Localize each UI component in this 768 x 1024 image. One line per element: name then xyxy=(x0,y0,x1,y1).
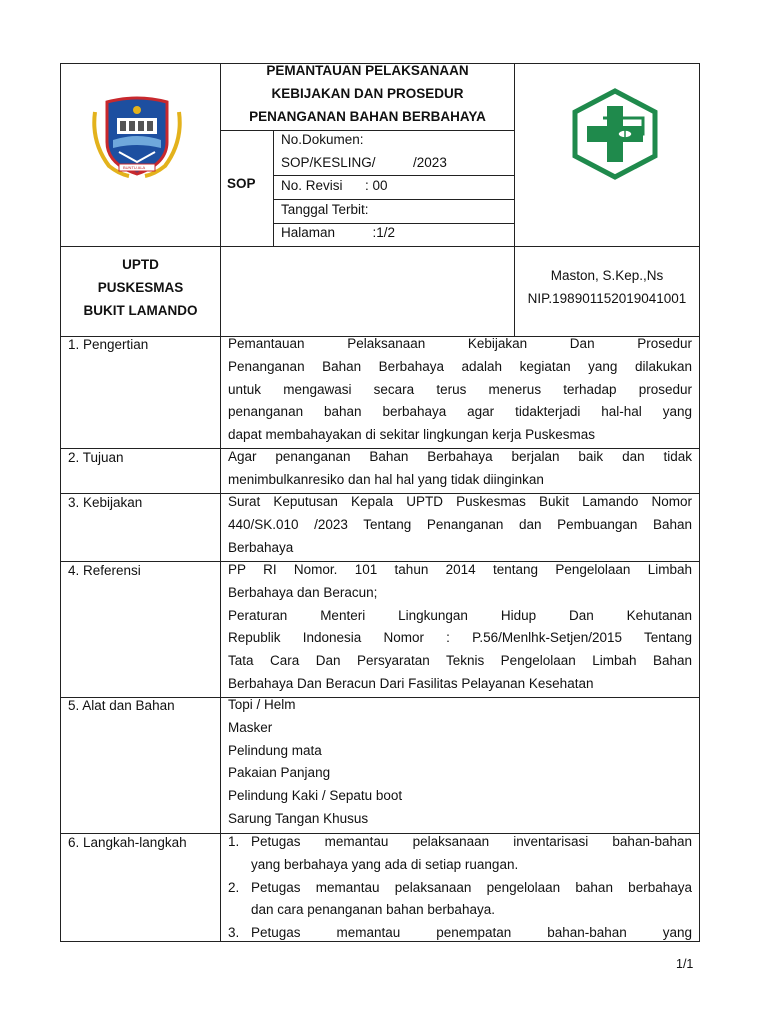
referensi-text xyxy=(228,559,692,696)
langkah-list xyxy=(228,831,692,945)
regency-emblem xyxy=(89,92,185,178)
text-line: Republik Indonesia Nomor : P.56/Menlhk-Setjen/2015 Tentang xyxy=(228,630,692,646)
step-line: Petugas memantau penempatan bahan-bahan yang xyxy=(251,925,692,941)
pengertian-text xyxy=(228,333,692,447)
text-line: Berbahaya dan Beracun; xyxy=(228,584,378,600)
sop-label: SOP xyxy=(227,176,256,191)
text-line: Berbahaya Dan Beracun Dari Fasilitas Pelayanan Kesehatan xyxy=(228,675,594,691)
doc-number-value: SOP/KESLING/ /2023 xyxy=(281,155,447,170)
list-item: Topi / Helm xyxy=(228,697,296,712)
document-title xyxy=(221,59,514,128)
list-item: Sarung Tangan Khusus xyxy=(228,810,369,826)
section-label-kebijakan: 3. Kebijakan xyxy=(68,495,143,510)
signer-nip: NIP.198901152019041001 xyxy=(527,291,687,306)
text-line: Tata Cara Dan Persyaratan Teknis Pengelolaan Limbah Bahan xyxy=(228,653,692,669)
section-label-langkah: 6. Langkah-langkah xyxy=(68,835,187,850)
alat-list xyxy=(228,694,692,831)
step-number: 3. xyxy=(228,925,240,941)
step-item xyxy=(228,877,692,923)
issue-date: Tanggal Terbit: xyxy=(281,202,369,217)
signer-block xyxy=(515,264,699,310)
title-line-2: KEBIJAKAN DAN PROSEDUR xyxy=(271,86,464,101)
text-line: dapat membahayakan di sekitar lingkungan kerja Puskesmas xyxy=(228,427,595,443)
section-label-pengertian: 1. Pengertian xyxy=(68,337,149,352)
text-line: Berbahaya xyxy=(228,539,294,555)
section-label-alat: 5. Alat dan Bahan xyxy=(68,698,175,713)
step-item xyxy=(228,831,692,877)
list-item: Masker xyxy=(228,719,273,735)
step-line: Petugas memantau pelaksanaan inventarisasi bahan-bahan xyxy=(251,834,692,849)
step-number: 2. xyxy=(228,879,240,895)
text-line: Surat Keputusan Kepala UPTD Puskesmas Bukit Lamando Nomor xyxy=(228,494,692,509)
org-line-1: UPTD xyxy=(122,257,159,272)
puskesmas-logo xyxy=(569,88,661,180)
doc-number-label: No.Dokumen: xyxy=(281,132,364,147)
health-cross-icon xyxy=(569,88,661,180)
step-item xyxy=(228,922,692,945)
text-line: Penanganan Bahan Berbahaya adalah kegiatan yang dilakukan xyxy=(228,358,692,374)
organization-name xyxy=(61,253,220,322)
text-line: Agar penanganan Bahan Berbahaya berjalan baik dan tidak xyxy=(228,449,692,464)
section-label-referensi: 4. Referensi xyxy=(68,563,141,578)
text-line: menimbulkanresiko dan hal hal yang tidak diinginkan xyxy=(228,471,544,487)
tujuan-text xyxy=(228,446,692,492)
title-line-1: PEMANTAUAN PELAKSANAAN xyxy=(266,63,469,78)
step-number: 1. xyxy=(228,834,240,849)
text-line: Peraturan Menteri Lingkungan Hidup Dan Kehutanan xyxy=(228,607,692,623)
list-item: Pelindung Kaki / Sepatu boot xyxy=(228,788,403,804)
list-item: Pakaian Panjang xyxy=(228,765,331,781)
org-line-2: PUSKESMAS xyxy=(97,280,184,295)
step-line: Petugas memantau pelaksanaan pengelolaan bahan berbahaya xyxy=(251,879,692,895)
step-line: dan cara penanganan bahan berbahaya. xyxy=(251,902,495,918)
text-line: PP RI Nomor. 101 tahun 2014 tentang Pengelolaan Limbah xyxy=(228,562,692,577)
title-line-3: PENANGANAN BAHAN BERBAHAYA xyxy=(249,109,486,124)
text-line: penanganan bahan berbahaya agar tidakterjadi hal-hal yang xyxy=(228,404,692,420)
page-count: Halaman :1/2 xyxy=(281,225,396,240)
section-label-tujuan: 2. Tujuan xyxy=(68,450,124,465)
emblem-caption: BUNTU ALA xyxy=(123,165,146,170)
signer-name: Maston, S.Kep.,Ns xyxy=(550,268,664,283)
list-item: Pelindung mata xyxy=(228,742,322,758)
org-line-3: BUKIT LAMANDO xyxy=(83,303,198,318)
text-line: 440/SK.010 /2023 Tentang Penanganan dan Pembuangan Bahan xyxy=(228,516,692,532)
kebijakan-text xyxy=(228,491,692,559)
text-line: untuk mengawasi secara terus menerus terhadap prosedur xyxy=(228,381,692,397)
step-line: yang berbahaya yang ada di setiap ruangan. xyxy=(251,856,519,872)
text-line: Pemantauan Pelaksanaan Kebijakan Dan Prosedur xyxy=(228,336,692,351)
revision-number: No. Revisi : 00 xyxy=(281,178,388,193)
page-number: 1/1 xyxy=(676,957,694,971)
